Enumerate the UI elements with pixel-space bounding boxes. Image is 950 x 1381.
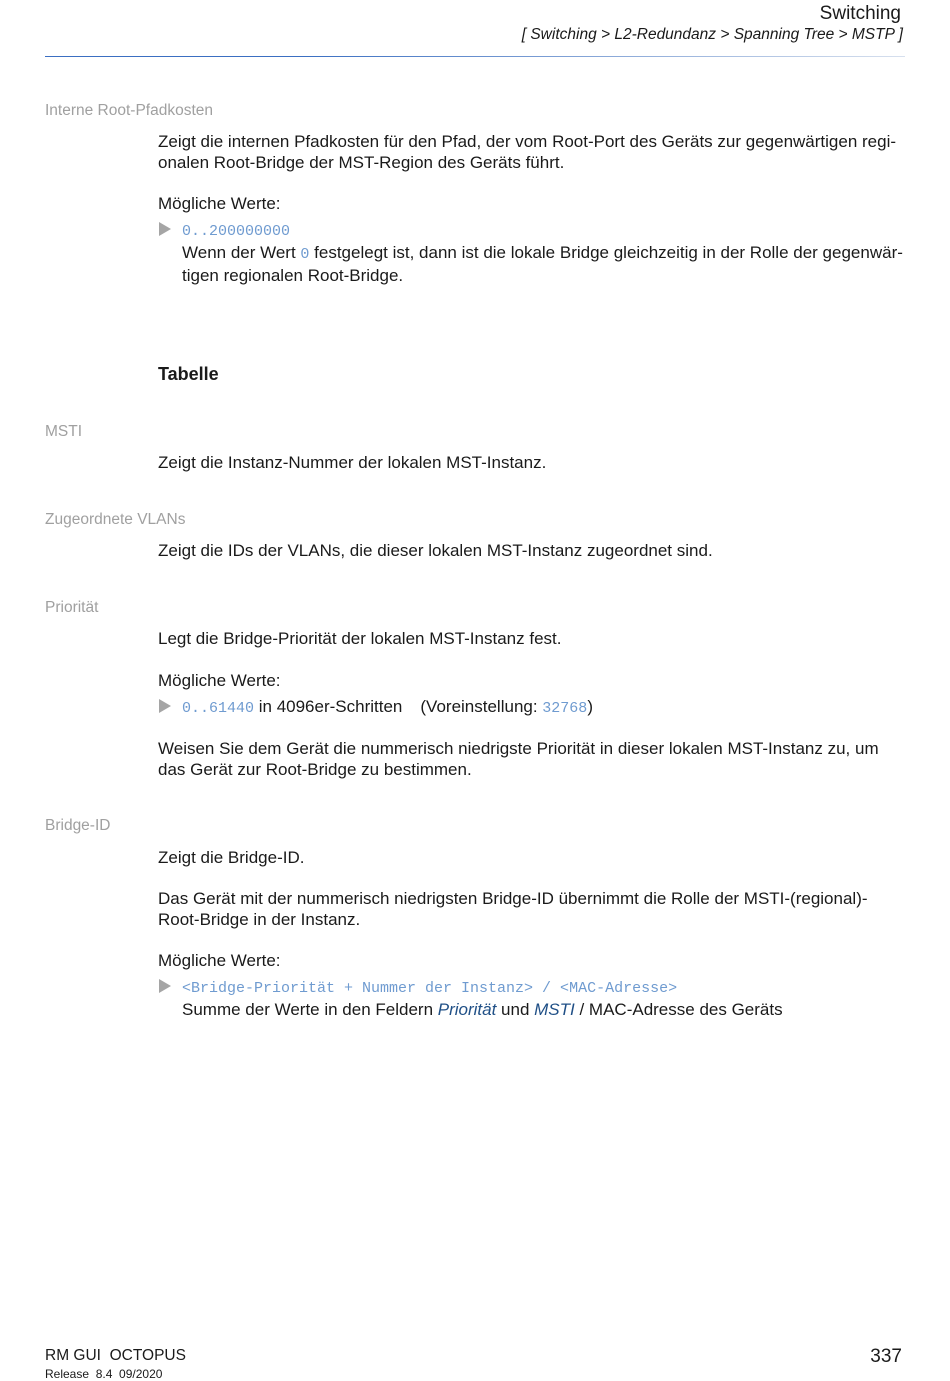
- note-prefix: Wenn der Wert: [182, 243, 301, 262]
- advice-line: das Gerät zur Root-Bridge zu bestimmen.: [158, 760, 472, 779]
- section-label-vlans: Zugeordnete VLANs: [45, 511, 186, 528]
- section-label-internal-root-cost: Interne Root-Pfadkosten: [45, 102, 214, 119]
- possible-values-heading: Mögliche Werte:: [158, 951, 281, 970]
- advice-line: Weisen Sie dem Gerät die nummerisch niedrigste Priorität in dieser lokalen MST-Instanz zu, um: [158, 739, 879, 758]
- bullet-triangle-icon: [159, 699, 171, 713]
- page-number: 337: [870, 1346, 902, 1367]
- bullet-triangle-icon: [159, 979, 171, 993]
- value-range: 0..61440: [182, 700, 255, 717]
- bridge-id-description: Zeigt die Bridge-ID.: [158, 848, 305, 867]
- msti-description: Zeigt die Instanz-Nummer der lokalen MST-Instanz.: [158, 453, 547, 472]
- description-line: onalen Root-Bridge der MST-Region des Geräts führt.: [158, 153, 565, 172]
- note-suffix: festgelegt ist, dann ist die lokale Bridge gleichzeitig in der Rolle der gegenwär-: [309, 243, 903, 262]
- internal-root-cost-description: [158, 131, 906, 173]
- value-range: 0..200000000: [182, 223, 291, 240]
- priority-advice: [158, 738, 906, 780]
- link-msti[interactable]: MSTI: [534, 1000, 575, 1019]
- bullet-triangle-icon: [159, 222, 171, 236]
- sum-suffix: / MAC-Adresse des Geräts: [574, 1000, 783, 1019]
- sum-and: und: [496, 1000, 535, 1019]
- section-label-bridge-id: Bridge-ID: [45, 817, 111, 834]
- note-value: 0: [300, 246, 310, 263]
- header-divider: [45, 56, 905, 57]
- priority-description: Legt die Bridge-Priorität der lokalen MST-Instanz fest.: [158, 629, 562, 648]
- note-line: tigen regionalen Root-Bridge.: [182, 266, 404, 285]
- description-line: Zeigt die internen Pfadkosten für den Pfad, der vom Root-Port des Geräts zur gegenwärtigen regi-: [158, 132, 897, 151]
- detail-line: Root-Bridge in der Instanz.: [158, 910, 361, 929]
- default-suffix: ): [587, 697, 593, 716]
- page-header-title: Switching: [819, 3, 901, 24]
- internal-root-cost-values: [182, 219, 906, 286]
- bridge-id-format: <Bridge-Priorität + Nummer der Instanz> / <MAC-Adresse>: [182, 980, 678, 997]
- section-label-priority: Priorität: [45, 599, 99, 616]
- vlans-description: Zeigt die IDs der VLANs, die dieser lokalen MST-Instanz zugeordnet sind.: [158, 541, 713, 560]
- bridge-id-values: [182, 976, 906, 1020]
- possible-values-heading: Mögliche Werte:: [158, 671, 281, 690]
- default-value: 32768: [542, 700, 588, 717]
- priority-values: [182, 696, 906, 719]
- footer-doc-title: RM GUI OCTOPUS: [45, 1347, 186, 1364]
- footer-release: Release 8.4 09/2020: [45, 1367, 163, 1381]
- possible-values-heading: Mögliche Werte:: [158, 194, 281, 213]
- sum-prefix: Summe der Werte in den Feldern: [182, 1000, 438, 1019]
- link-priority[interactable]: Priorität: [437, 1000, 497, 1019]
- bridge-id-detail: [158, 888, 906, 930]
- detail-line: Das Gerät mit der nummerisch niedrigsten Bridge-ID übernimmt die Rolle der MSTI-(regional)-: [158, 889, 868, 908]
- range-suffix: in 4096er-Schritten: [254, 697, 403, 716]
- breadcrumb: [ Switching > L2-Redundanz > Spanning Tree > MSTP ]: [521, 26, 903, 43]
- default-prefix: (Voreinstellung:: [420, 697, 543, 716]
- table-heading: Tabelle: [158, 364, 219, 384]
- section-label-msti: MSTI: [45, 423, 83, 440]
